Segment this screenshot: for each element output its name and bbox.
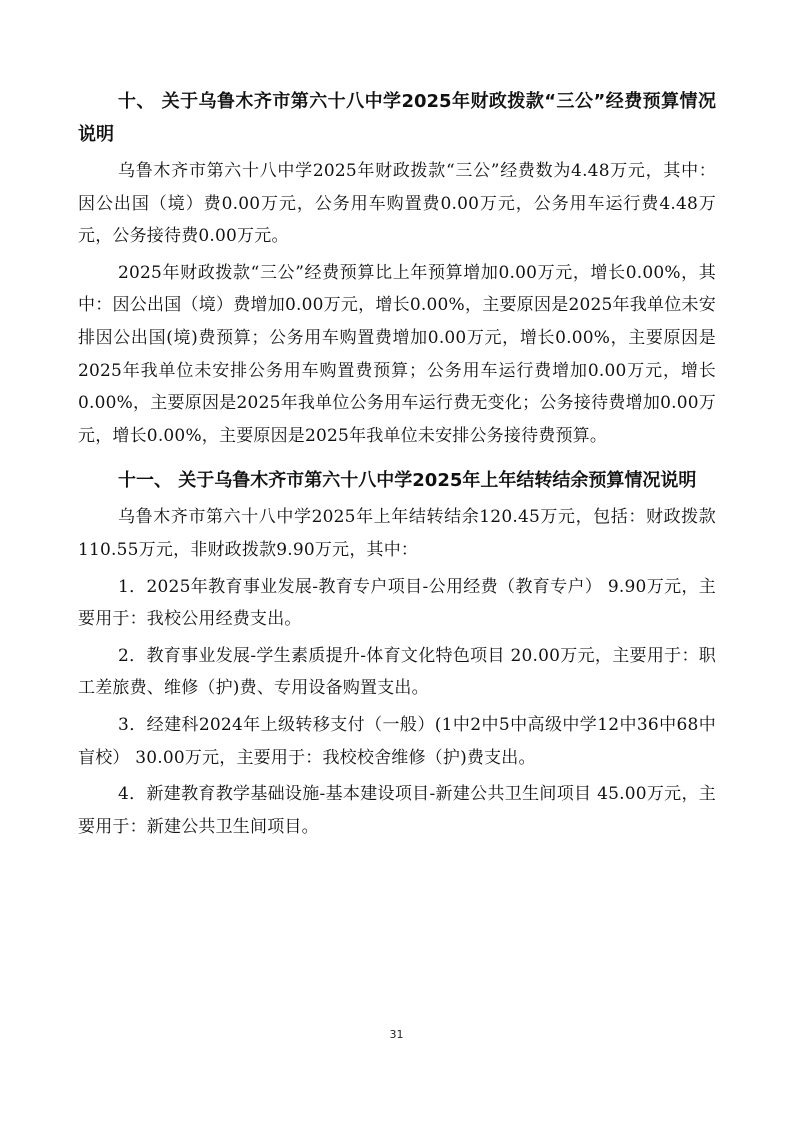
paragraph-carryover-item-3: 3．经建科2024年上级转移支付（一般）(1中2中5中高级中学12中36中68中盲校） 30.00万元，主要用于：我校校舍维修（护)费支出。 — [78, 714, 716, 768]
document-page — [78, 80, 716, 843]
paragraph-three-public-total: 乌鲁木齐市第六十八中学2025年财政拨款“三公”经费数为4.48万元，其中：因公出国（境）费0.00万元，公务用车购置费0.00万元，公务用车运行费4.48万元，公务接待费0.00万元。 — [78, 161, 716, 247]
section-heading-ten: 十、 关于乌鲁木齐市第六十八中学2025年财政拨款“三公”经费预算情况说明 — [78, 91, 716, 145]
paragraph-carryover-item-4: 4．新建教育教学基础设施-基本建设项目-新建公共卫生间项目 45.00万元，主要用于：新建公共卫生间项目。 — [78, 784, 716, 837]
paragraph-carryover-item-1: 1．2025年教育事业发展-教育专户项目-公用经费（教育专户） 9.90万元，主要用于：我校公用经费支出。 — [78, 576, 716, 630]
section-heading-eleven: 十一、 关于乌鲁木齐市第六十八中学2025年上年结转结余预算情况说明 — [118, 470, 697, 492]
page-number: 31 — [389, 1028, 404, 1041]
paragraph-carryover-total: 乌鲁木齐市第六十八中学2025年上年结转结余120.45万元，包括：财政拨款110.55万元，非财政拨款9.90万元，其中： — [78, 507, 716, 560]
paragraph-carryover-item-2: 2．教育事业发展-学生素质提升-体育文化特色项目 20.00万元，主要用于：职工差旅费、维修（护)费、专用设备购置支出。 — [78, 645, 716, 699]
paragraph-three-public-change: 2025年财政拨款“三公”经费预算比上年预算增加0.00万元，增长0.00%，其中：因公出国（境）费增加0.00万元，增长0.00%，主要原因是2025年我单位未安排因公出国(境)费预算；公务用车购置费增加0.00万元，增长0.00%，主要原因是2025年我单位未安排公务用车购置费预算；公务用车运行费增加0.00万元，增长0.00%，主要原因是2025年我单位公务用车运行费无变化；公务接待费增加0.00万元，增长0.00%，主要原因是2025年我单位未安排公务接待费预算。 — [78, 262, 716, 446]
